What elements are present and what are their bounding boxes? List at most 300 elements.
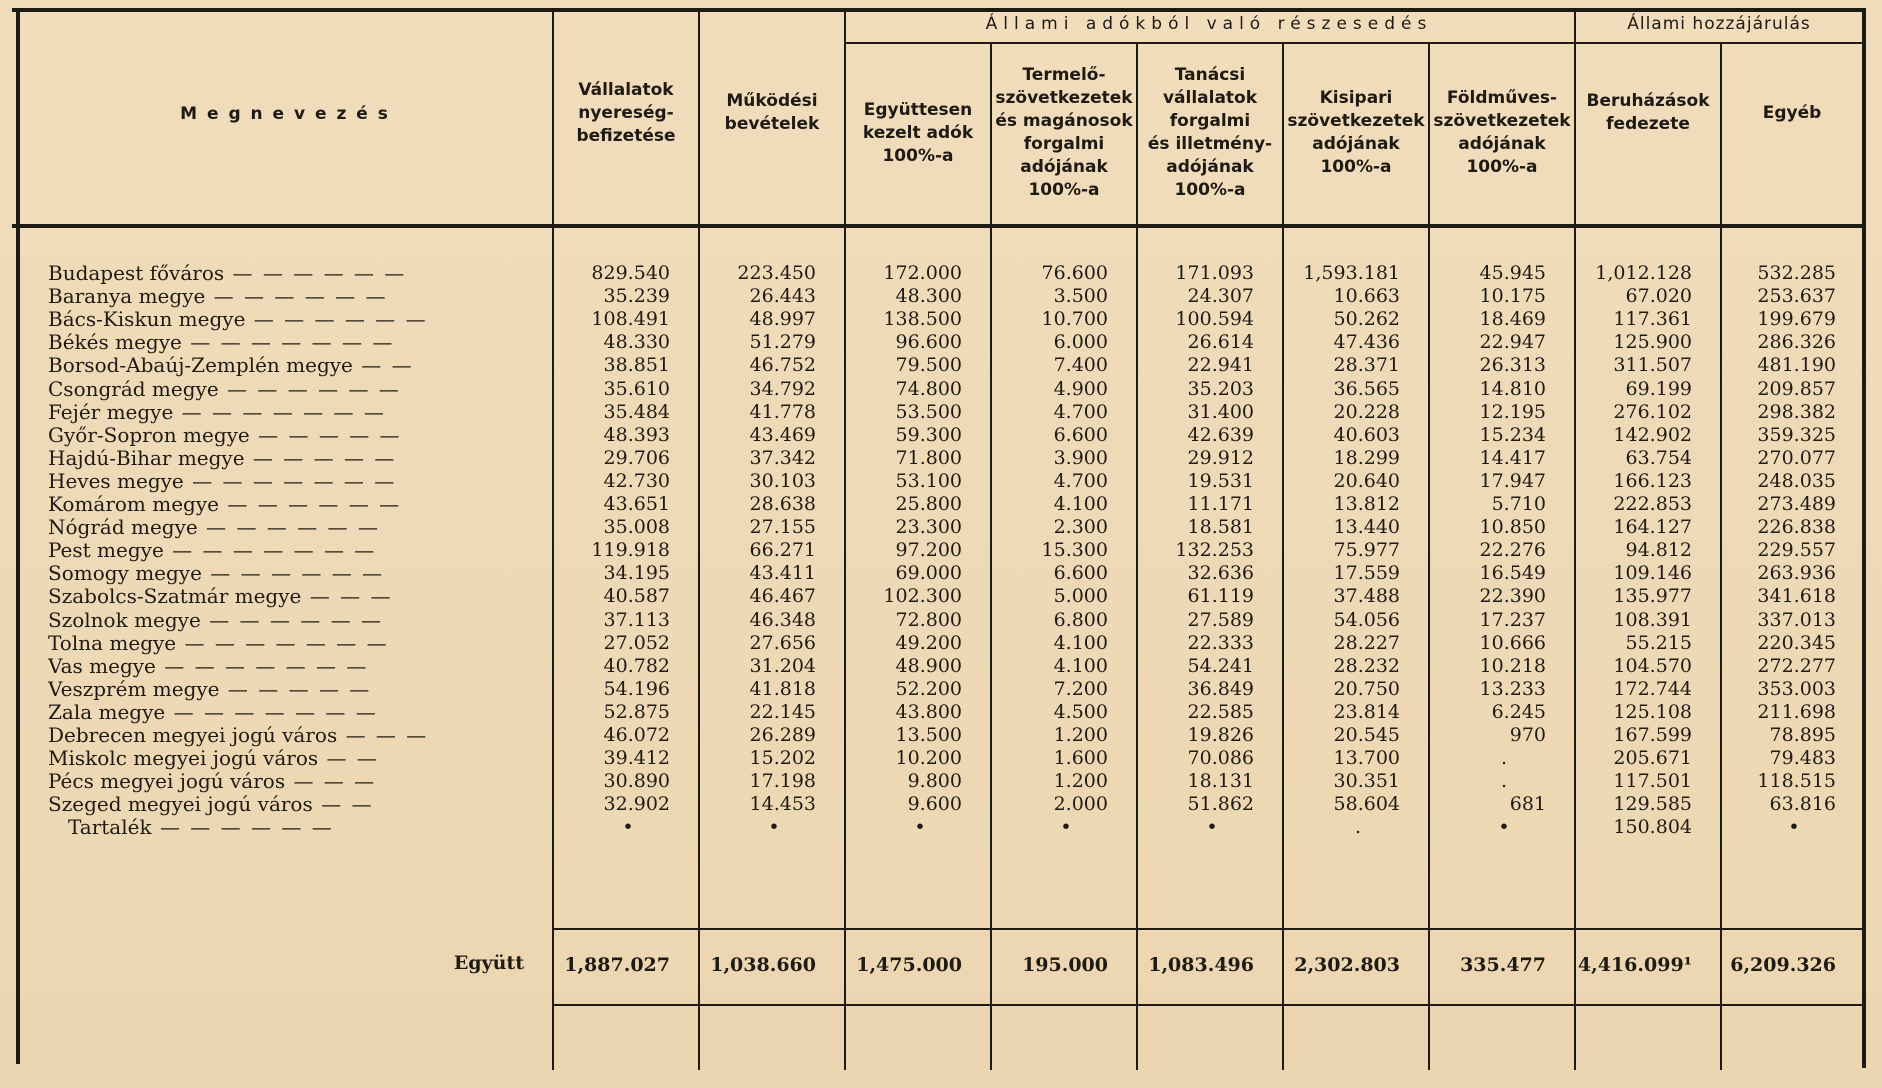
- table-cell: 10.663: [1333, 285, 1400, 308]
- table-cell: 229.557: [1757, 539, 1836, 562]
- leader-dashes: — — — — —: [219, 677, 372, 701]
- table-cell: 26.289: [749, 724, 816, 746]
- table-cell: 172.000: [883, 262, 962, 284]
- table-cell: 273.489: [1757, 493, 1836, 515]
- table-cell: 34.195: [603, 562, 670, 585]
- table-cell: 52.875: [603, 700, 670, 723]
- table-cell: 35.203: [1187, 377, 1254, 400]
- header-other: Egyéb: [1762, 102, 1822, 123]
- table-cell: 135.977: [1613, 585, 1692, 608]
- table-cell: 1.600: [1053, 747, 1108, 770]
- table-cell: 48.393: [603, 423, 670, 446]
- row-name-text: Pest megye: [48, 539, 164, 563]
- table-cell: 4.700: [1053, 469, 1108, 492]
- table-cell: 19.531: [1187, 469, 1254, 492]
- table-cell: 129.585: [1613, 793, 1692, 816]
- header-group-state-contribution: Állami hozzájárulás: [1627, 14, 1811, 34]
- row-name-text: Nógrád megye: [48, 516, 198, 540]
- table-cell: 223.450: [737, 262, 816, 284]
- table-cell: 4.100: [1053, 654, 1108, 677]
- total-cell: 4,416.099¹: [1577, 954, 1692, 976]
- row-name-text: Tolna megye: [48, 631, 177, 655]
- table-cell: 220.345: [1757, 631, 1836, 654]
- total-cell: 1,475.000: [856, 954, 962, 976]
- total-cell: 2,302.803: [1294, 954, 1400, 976]
- row-name-text: Baranya megye: [48, 285, 206, 309]
- header-craft-coop-tax: Kisipari szövetkezetek adójának 100%-a: [1287, 88, 1425, 177]
- table-cell: 3.500: [1053, 285, 1108, 308]
- leader-dashes: — — —: [337, 724, 429, 747]
- leader-dashes: — — —: [285, 770, 377, 794]
- table-cell: •: [1498, 816, 1510, 839]
- row-name: [48, 539, 524, 562]
- table-cell: 1.200: [1053, 724, 1108, 746]
- table-cell: 22.941: [1187, 354, 1254, 377]
- table-cell: 117.361: [1613, 308, 1692, 331]
- table-cell: 138.500: [883, 308, 962, 331]
- leader-dashes: — — — — — — —: [155, 654, 369, 678]
- table-cell: 6.600: [1053, 562, 1108, 585]
- table-cell: 4.700: [1053, 400, 1108, 423]
- table-cell: 18.131: [1187, 770, 1254, 793]
- table-cell: 63.754: [1625, 446, 1692, 469]
- header-investment-cover: Beruházások fedezete: [1586, 91, 1710, 134]
- table-cell: 23.300: [895, 516, 962, 539]
- table-cell: 117.501: [1613, 770, 1692, 793]
- table-cell: 17.947: [1479, 469, 1546, 492]
- table-cell: 10.200: [895, 747, 962, 770]
- row-name-text: Budapest főváros: [48, 262, 225, 285]
- row-name-text: Fejér megye: [48, 400, 174, 424]
- table-cell: 74.800: [895, 377, 962, 400]
- row-name: [48, 585, 524, 608]
- table-cell: 54.056: [1333, 608, 1400, 631]
- total-label: Együtt: [453, 952, 524, 974]
- table-cell: 4.100: [1053, 493, 1108, 515]
- table-cell: 15.202: [749, 747, 816, 770]
- table-cell: 16.549: [1479, 562, 1546, 585]
- table-cell: 108.391: [1613, 608, 1692, 631]
- row-name: [48, 331, 524, 354]
- leader-dashes: — — — — — — —: [183, 469, 397, 493]
- table-cell: 18.469: [1479, 308, 1546, 331]
- table-cell: 78.895: [1769, 724, 1836, 746]
- row-name-text: Komárom megye: [48, 493, 219, 516]
- table-cell: 6.800: [1053, 608, 1108, 631]
- rule-header-bottom: [12, 224, 1864, 228]
- table-cell: 7.200: [1053, 677, 1108, 700]
- table-cell: 70.086: [1187, 747, 1254, 770]
- table-cell: 35.008: [603, 516, 670, 539]
- table-cell: 76.600: [1041, 262, 1108, 284]
- row-name-text: Debrecen megyei jogú város: [48, 724, 338, 747]
- table-cell: 72.800: [895, 608, 962, 631]
- table-cell: 17.559: [1333, 562, 1400, 585]
- table-cell: 14.453: [749, 793, 816, 816]
- table-cell: 22.947: [1479, 331, 1546, 354]
- header-coop-turnover-tax: Termelő- szövetkezetek és magánosok forgalmi adójának 100%-a: [995, 65, 1133, 200]
- table-cell: 4.900: [1053, 377, 1108, 400]
- table-cell: 43.411: [749, 562, 816, 585]
- table-cell: 53.500: [895, 400, 962, 423]
- table-cell: 28.638: [749, 493, 816, 515]
- table-cell: 4.500: [1053, 700, 1108, 723]
- table-cell: 532.285: [1757, 262, 1836, 284]
- table-cell: 46.752: [749, 354, 816, 377]
- table-cell: 66.271: [749, 539, 816, 562]
- table-cell: 211.698: [1757, 700, 1836, 723]
- leader-dashes: — — — — — — —: [181, 331, 395, 355]
- table-cell: 27.052: [603, 631, 670, 654]
- table-cell: 42.639: [1187, 423, 1254, 446]
- table-cell: 30.103: [749, 469, 816, 492]
- table-cell: 35.484: [603, 400, 670, 423]
- table-cell: 7.400: [1053, 354, 1108, 377]
- row-name: [48, 678, 524, 701]
- row-name: [48, 262, 524, 285]
- table-cell: 341.618: [1757, 585, 1836, 608]
- leader-dashes: — — — — — —: [245, 308, 428, 332]
- row-name: [68, 816, 544, 839]
- table-cell: 27.656: [749, 631, 816, 654]
- leader-dashes: — —: [318, 747, 379, 771]
- table-cell: 79.500: [895, 354, 962, 377]
- row-name: [48, 632, 524, 655]
- table-cell: 222.853: [1613, 493, 1692, 515]
- table-cell: 150.804: [1613, 816, 1692, 839]
- table-cell: 26.313: [1479, 354, 1546, 377]
- table-cell: 311.507: [1613, 354, 1692, 377]
- table-cell: 248.035: [1757, 469, 1836, 492]
- table-cell: 167.599: [1613, 724, 1692, 746]
- table-cell: 14.417: [1479, 446, 1546, 469]
- table-cell: 18.581: [1187, 516, 1254, 539]
- row-name-text: Szeged megyei jogú város: [48, 793, 313, 817]
- total-cell: 1,887.027: [564, 954, 670, 976]
- table-cell: 15.234: [1479, 423, 1546, 446]
- table-cell: 970: [1509, 724, 1546, 746]
- row-name-text: Miskolc megyei jogú város: [48, 747, 319, 771]
- table-cell: 40.782: [603, 654, 670, 677]
- table-cell: 17.237: [1479, 608, 1546, 631]
- table-cell: 14.810: [1479, 377, 1546, 400]
- table-cell: 10.175: [1479, 285, 1546, 308]
- table-cell: •: [622, 816, 634, 839]
- table-cell: 61.119: [1187, 585, 1254, 608]
- row-name-text: Hajdú-Bihar megye: [48, 446, 245, 470]
- total-cell: 1,038.660: [710, 954, 816, 976]
- table-cell: 13.440: [1333, 516, 1400, 539]
- table-cell: 1,012.128: [1595, 262, 1692, 284]
- table-cell: 31.204: [749, 654, 816, 677]
- row-name: [48, 285, 524, 308]
- table-cell: 22.145: [749, 700, 816, 723]
- table-cell: 51.279: [749, 331, 816, 354]
- table-cell: 1,593.181: [1303, 262, 1400, 284]
- row-name-text: Zala megye: [48, 700, 166, 724]
- table-cell: 172.744: [1613, 677, 1692, 700]
- rule-right: [1862, 8, 1866, 1068]
- table-cell: 270.077: [1757, 446, 1836, 469]
- table-cell: 43.651: [603, 493, 670, 515]
- table-cell: 100.594: [1175, 308, 1254, 331]
- table-cell: 5.710: [1491, 493, 1546, 515]
- row-name-text: Szabolcs-Szatmár megye: [48, 585, 302, 609]
- table-cell: 20.750: [1333, 677, 1400, 700]
- rule-top: [12, 8, 1864, 12]
- header-joint-taxes: Együttesen kezelt adók 100%-a: [862, 99, 974, 166]
- table-cell: 42.730: [603, 469, 670, 492]
- table-cell: 22.333: [1187, 631, 1254, 654]
- header-company-profit: Vállalatok nyereség- befizetése: [576, 79, 676, 146]
- leader-dashes: — — —: [301, 585, 393, 609]
- row-name: [48, 701, 524, 724]
- table-cell: 286.326: [1757, 331, 1836, 354]
- table-cell: 94.812: [1625, 539, 1692, 562]
- table-cell: 30.351: [1333, 770, 1400, 793]
- table-cell: 26.443: [749, 285, 816, 308]
- table-cell: 43.800: [895, 700, 962, 723]
- table-cell: 253.637: [1757, 285, 1836, 308]
- table-cell: 11.171: [1187, 493, 1254, 515]
- table-cell: 28.232: [1333, 654, 1400, 677]
- table-cell: 2.000: [1053, 793, 1108, 816]
- leader-dashes: — — — — — — —: [163, 539, 377, 563]
- row-name-text: Győr-Sopron megye: [48, 423, 250, 447]
- table-cell: 9.600: [907, 793, 962, 816]
- row-name: [48, 424, 524, 447]
- table-cell: 199.679: [1757, 308, 1836, 331]
- row-name-text: Pécs megyei jogú város: [48, 770, 286, 794]
- table-cell: 28.227: [1333, 631, 1400, 654]
- table-cell: 71.800: [895, 446, 962, 469]
- leader-dashes: — — — — — —: [151, 816, 334, 840]
- table-cell: 171.093: [1175, 262, 1254, 284]
- table-cell: 46.072: [603, 724, 670, 746]
- table-cell: 29.706: [603, 446, 670, 469]
- table-cell: 97.200: [895, 539, 962, 562]
- table-cell: 39.412: [603, 747, 670, 770]
- leader-dashes: — — — — — —: [218, 377, 401, 401]
- row-name-text: Vas megye: [48, 654, 156, 678]
- row-name: [48, 308, 524, 331]
- table-cell: 22.276: [1479, 539, 1546, 562]
- table-cell: •: [1788, 816, 1800, 839]
- table-cell: 69.199: [1625, 377, 1692, 400]
- table-cell: 164.127: [1613, 516, 1692, 539]
- table-cell: 35.239: [603, 285, 670, 308]
- table-cell: 353.003: [1757, 677, 1836, 700]
- table-cell: 102.300: [883, 585, 962, 608]
- header-name: M e g n e v e z é s: [180, 103, 390, 124]
- table-cell: 209.857: [1757, 377, 1836, 400]
- table-cell: 3.900: [1053, 446, 1108, 469]
- table-cell: 23.814: [1333, 700, 1400, 723]
- table-cell: .: [1500, 770, 1508, 793]
- table-cell: 41.778: [749, 400, 816, 423]
- table-cell: 32.636: [1187, 562, 1254, 585]
- row-name: [48, 447, 524, 470]
- row-name: [48, 747, 524, 770]
- row-name: [48, 562, 524, 585]
- header-council-enterprise-tax: Tanácsi vállalatok forgalmi és illetmény- adójának 100%-a: [1147, 65, 1273, 200]
- leader-dashes: — — — — — —: [219, 493, 402, 516]
- table-cell: 48.900: [895, 654, 962, 677]
- table-cell: 38.851: [603, 354, 670, 377]
- table-cell: 48.330: [603, 331, 670, 354]
- table-cell: 118.515: [1757, 770, 1836, 793]
- table-cell: 36.849: [1187, 677, 1254, 700]
- table-cell: 13.812: [1333, 493, 1400, 515]
- table-cell: 2.300: [1053, 516, 1108, 539]
- table-cell: 108.491: [591, 308, 670, 331]
- table-cell: 10.666: [1479, 631, 1546, 654]
- table-cell: 28.371: [1333, 354, 1400, 377]
- table-cell: 298.382: [1757, 400, 1836, 423]
- table-cell: 20.640: [1333, 469, 1400, 492]
- table-cell: 58.604: [1333, 793, 1400, 816]
- table-cell: 6.000: [1053, 331, 1108, 354]
- table-cell: 49.200: [895, 631, 962, 654]
- table-cell: 359.325: [1757, 423, 1836, 446]
- table-cell: 37.342: [749, 446, 816, 469]
- table-cell: 48.997: [749, 308, 816, 331]
- table-cell: 59.300: [895, 423, 962, 446]
- total-cell: 6,209.326: [1730, 954, 1836, 976]
- table-cell: 53.100: [895, 469, 962, 492]
- table-cell: 10.218: [1479, 654, 1546, 677]
- leader-dashes: — — — — —: [249, 423, 402, 447]
- table-cell: 24.307: [1187, 285, 1254, 308]
- table-cell: •: [768, 816, 780, 839]
- table-cell: 34.792: [749, 377, 816, 400]
- header-operating-revenue: Működési bevételek: [724, 91, 820, 134]
- row-name: [48, 470, 524, 493]
- table-cell: 125.900: [1613, 331, 1692, 354]
- table-cell: 276.102: [1613, 400, 1692, 423]
- leader-dashes: — — — — — — —: [165, 700, 378, 724]
- table-cell: 29.912: [1187, 446, 1254, 469]
- table-cell: 272.277: [1757, 654, 1836, 677]
- total-cell: 335.477: [1460, 954, 1546, 976]
- table-cell: 67.020: [1625, 285, 1692, 308]
- table-cell: 54.241: [1187, 654, 1254, 677]
- table-cell: 48.300: [895, 285, 962, 308]
- table-cell: 18.299: [1333, 446, 1400, 469]
- table-cell: 47.436: [1333, 331, 1400, 354]
- row-name: [48, 493, 524, 516]
- table-cell: 226.838: [1757, 516, 1836, 539]
- table-cell: 10.700: [1041, 308, 1108, 331]
- table-cell: 37.113: [603, 608, 670, 631]
- table-cell: •: [914, 816, 926, 839]
- leader-dashes: — — — — — —: [200, 608, 383, 632]
- table-cell: 79.483: [1769, 747, 1836, 770]
- table-cell: 20.545: [1333, 724, 1400, 746]
- table-cell: 104.570: [1613, 654, 1692, 677]
- table-cell: 55.215: [1625, 631, 1692, 654]
- table-cell: 13.500: [895, 724, 962, 746]
- table-cell: 6.245: [1491, 700, 1546, 723]
- row-name-text: Szolnok megye: [48, 608, 201, 632]
- header-group-tax-share: Állami adókból való részesedés: [985, 14, 1433, 34]
- table-cell: 142.902: [1613, 423, 1692, 446]
- header-farm-coop-tax: Földműves- szövetkezetek adójának 100%-a: [1433, 88, 1571, 177]
- row-name: [48, 378, 524, 401]
- table-cell: 43.469: [749, 423, 816, 446]
- table-cell: 96.600: [895, 331, 962, 354]
- row-name-text: Heves megye: [48, 469, 184, 493]
- table-cell: 829.540: [591, 262, 670, 284]
- table-cell: 1.200: [1053, 770, 1108, 793]
- leader-dashes: — — — — —: [244, 446, 397, 470]
- leader-dashes: — — — — — —: [201, 562, 385, 586]
- table-cell: 50.262: [1333, 308, 1400, 331]
- table-cell: 132.253: [1175, 539, 1254, 562]
- table-cell: 4.100: [1053, 631, 1108, 654]
- table-cell: 13.233: [1479, 677, 1546, 700]
- table-cell: 10.850: [1479, 516, 1546, 539]
- table-cell: 45.945: [1479, 262, 1546, 284]
- total-cell: 1,083.496: [1148, 954, 1254, 976]
- table-cell: 26.614: [1187, 331, 1254, 354]
- row-name: [48, 770, 524, 793]
- table-cell: 109.146: [1613, 562, 1692, 585]
- row-name: [48, 724, 524, 747]
- table-cell: 22.390: [1479, 585, 1546, 608]
- row-name: [48, 655, 524, 678]
- leader-dashes: — — — — — — —: [176, 631, 389, 655]
- rule-total-top: [552, 928, 1864, 930]
- table-cell: 13.700: [1333, 747, 1400, 770]
- table-cell: 119.918: [591, 539, 670, 562]
- table-cell: 63.816: [1769, 793, 1836, 816]
- row-name: [48, 609, 524, 632]
- row-name-text: Csongrád megye: [48, 377, 219, 401]
- row-name: [48, 401, 524, 424]
- table-cell: 27.155: [749, 516, 816, 539]
- table-cell: 9.800: [907, 770, 962, 793]
- table-cell: 52.200: [895, 677, 962, 700]
- leader-dashes: — —: [312, 793, 374, 817]
- table-cell: 41.818: [749, 677, 816, 700]
- table-cell: 35.610: [603, 377, 670, 400]
- table-cell: 125.108: [1613, 700, 1692, 723]
- table-cell: 337.013: [1757, 608, 1836, 631]
- leader-dashes: — — — — — — —: [173, 400, 386, 424]
- leader-dashes: — — — — — —: [224, 262, 407, 285]
- table-cell: 69.000: [895, 562, 962, 585]
- table-cell: 481.190: [1757, 354, 1836, 377]
- table-cell: 6.600: [1053, 423, 1108, 446]
- rule-group-header: [844, 42, 1864, 44]
- leader-dashes: — —: [352, 354, 414, 378]
- rule-total-bottom: [552, 1004, 1864, 1006]
- table-cell: 40.603: [1333, 423, 1400, 446]
- row-name-text: Békés megye: [48, 331, 182, 355]
- row-name-text: Borsod-Abaúj-Zemplén megye: [48, 354, 353, 378]
- table-cell: 263.936: [1757, 562, 1836, 585]
- table-cell: 15.300: [1041, 539, 1108, 562]
- table-cell: 12.195: [1479, 400, 1546, 423]
- table-cell: 36.565: [1333, 377, 1400, 400]
- table-cell: 46.467: [749, 585, 816, 608]
- table-cell: 166.123: [1613, 469, 1692, 492]
- table-cell: 46.348: [749, 608, 816, 631]
- table-cell: 32.902: [603, 793, 670, 816]
- total-cell: 195.000: [1022, 954, 1108, 976]
- row-name: [48, 354, 524, 377]
